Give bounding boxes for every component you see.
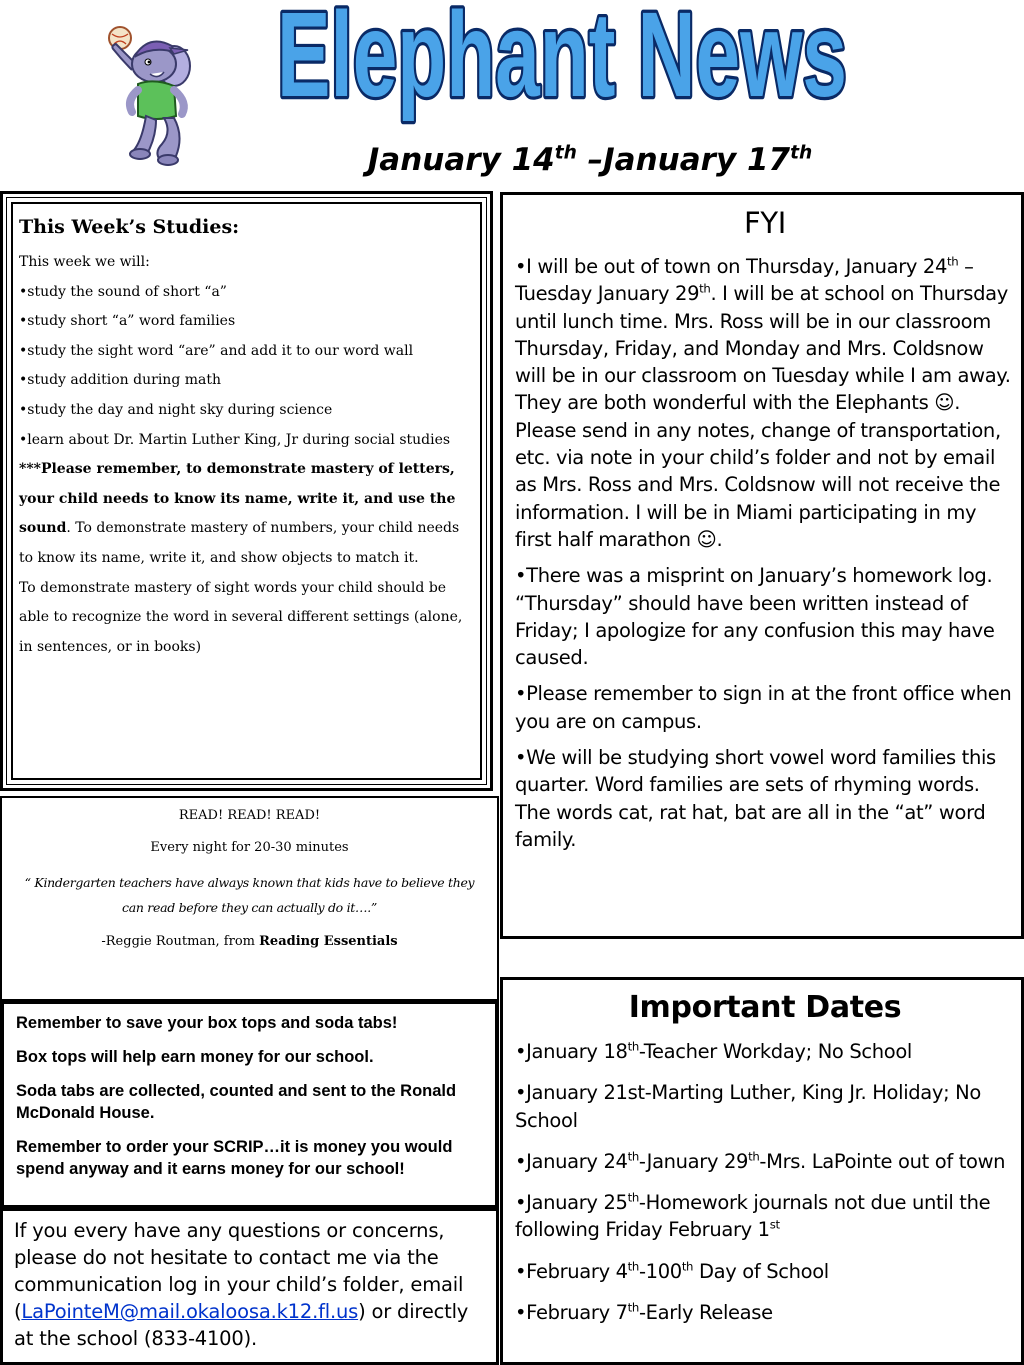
contact-email-link[interactable]: LaPointeM@mail.okaloosa.k12.fl.us [21,1300,359,1323]
date-text: -Teacher Workday; No School [638,1040,912,1063]
date-item [515,1148,1015,1175]
date-text: -January 29 [638,1149,749,1173]
important-dates-box [500,977,1024,1365]
fyi-suffix: th [699,281,711,296]
date-suffix: th [627,1259,639,1274]
date-suffix: st [769,1217,780,1232]
mastery-note [19,455,472,573]
date-end: –January 17 [576,142,791,178]
date-suffix: th [748,1149,760,1164]
contact-box [0,1208,499,1365]
date-item: •January 21st-Marting Luther, King Jr. Holiday; No School [515,1081,981,1132]
boxtops-line: Remember to order your SCRIP…it is money you would spend anyway and it earns money for our school! [16,1138,453,1178]
date-item [515,1189,1015,1244]
date-text: •January 25 [515,1191,628,1215]
date-item [515,1038,1015,1065]
mastery-rest: . To demonstrate mastery of numbers, your child needs to know its name, write it, and show objects to match it. [19,520,460,566]
date-text: •February 4 [515,1259,628,1283]
fyi-item: •There was a misprint on January’s homework log. “Thursday” should have been written instead of Friday; I apologize for any confusion this may have caused. [515,564,995,670]
date-text: -Early Release [638,1301,773,1325]
fyi-text: •I will be out of town on Thursday, January 24 [515,255,948,278]
studies-heading: This Week’s Studies: [19,216,240,238]
date-start-suffix: th [554,142,577,164]
date-text: -Mrs. LaPointe out of town [759,1149,1006,1173]
fyi-item [515,253,1015,553]
fyi-heading: FYI [744,206,786,240]
study-item: •learn about Dr. Martin Luther King, Jr during social studies [19,431,451,448]
study-item: •study the sound of short “a” [19,283,227,300]
study-item: •study addition during math [19,372,221,389]
date-item [515,1299,1015,1326]
fyi-item: •We will be studying short vowel word families this quarter. Word families are sets of rhyming words. The words cat, rat hat, bat are all in the “at” word family. [515,746,996,851]
date-text: •January 18 [515,1040,628,1063]
newsletter-title [262,0,862,142]
read-author [16,932,483,952]
studies-content [11,202,482,780]
boxtops-line: Remember to save your box tops and soda tabs! [16,1014,398,1032]
title-text: Elephant News [276,0,847,122]
date-text: -100 [638,1259,682,1283]
date-item [515,1258,1015,1285]
elephant-mascot-image [92,20,202,180]
date-suffix: th [627,1300,639,1315]
date-range [330,142,850,192]
boxtops-line: Box tops will help earn money for our school. [16,1048,374,1066]
study-item: •study the sight word “are” and add it to our word wall [19,342,414,359]
author-book: Reading Essentials [259,934,398,949]
sight-words-note: To demonstrate mastery of sight words your child should be able to recognize the word in several different settings (alone, in sentences, or in books) [19,579,463,655]
read-box [0,796,499,1001]
contact-text-before: If you every have any questions or concerns, please do not hesitate to contact me via the communication log in your child’s folder, email ( [14,1219,464,1323]
contact-text-after: ) or directly at the school (833-4100). [14,1300,469,1350]
date-suffix: th [627,1149,639,1164]
fyi-text: . I will be at school on Thursday until lunch time. Mrs. Ross will be in our classroom Thursday, Friday, and Monday and Mrs. Coldsnow will be in our classroom on Tuesday while I am away. They are both wonderful with the Elephants ☺. Please send in any notes, change of transportation, etc. via note in your child’s folder and not by email as Mrs. Ross and Mrs. Coldsnow will not receive the information. I will be in Miami participating in my first half marathon ☺. [515,282,1011,551]
fyi-box [500,192,1024,939]
date-text: -Homework journals not due until the following Friday February 1 [515,1191,991,1242]
dates-heading: Important Dates [628,990,902,1025]
date-start: January 14 [367,142,555,178]
study-item: •study short “a” word families [19,313,236,330]
date-text: •February 7 [515,1301,628,1325]
date-suffix: th [627,1039,639,1054]
studies-box [0,191,493,791]
read-title: READ! READ! READ! [178,808,321,823]
fyi-suffix: th [947,254,959,269]
fyi-item: •Please remember to sign in at the front office when you are on campus. [515,682,1012,733]
author-prefix: -Reggie Routman, from [101,934,260,949]
mastery-bold: ***Please remember, to demonstrate mastery of letters, your child needs to know its name, write it, and use the sound [19,461,456,537]
read-subtitle: Every night for 20-30 minutes [150,840,349,855]
date-text: •January 24 [515,1149,628,1173]
date-text: Day of School [693,1259,829,1283]
read-quote: “ Kindergarten teachers have always known that kids have to believe they can read before they can actually do it….” [24,875,475,915]
studies-intro: This week we will: [19,254,150,270]
boxtops-line: Soda tabs are collected, counted and sent to the Ronald McDonald House. [16,1082,457,1122]
date-end-suffix: th [790,142,813,164]
boxtops-box [0,1000,499,1209]
fyi-text: –Tuesday January 29 [515,255,974,306]
date-suffix: th [627,1190,639,1205]
study-item: •study the day and night sky during science [19,401,333,418]
date-suffix: th [681,1259,694,1274]
